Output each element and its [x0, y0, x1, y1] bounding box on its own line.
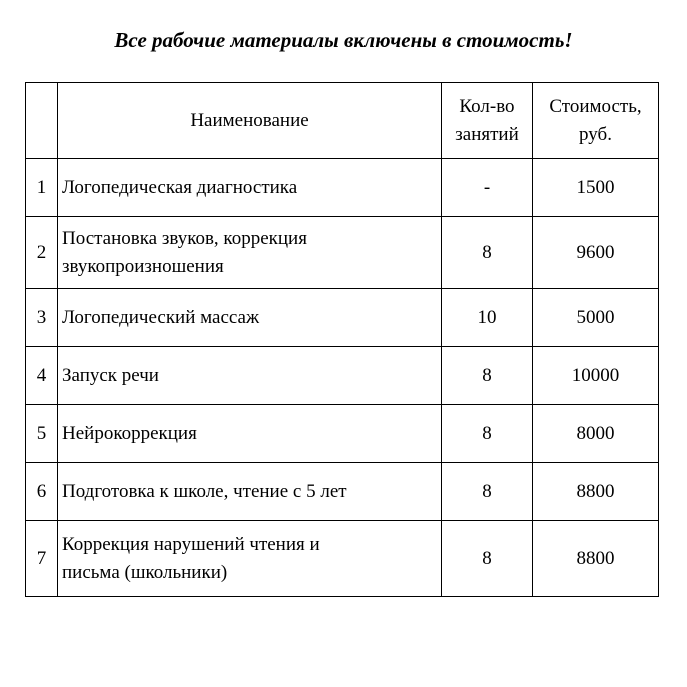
table-row	[26, 521, 659, 597]
service-name-line-2: письма (школьники)	[62, 561, 228, 583]
header-quantity-cell	[442, 83, 533, 159]
header-number-cell	[26, 83, 58, 159]
header-cost-line-2: руб.	[579, 123, 612, 145]
session-count: 8	[442, 347, 533, 405]
service-cost: 8800	[533, 521, 659, 597]
table-row	[26, 217, 659, 289]
session-count: 8	[442, 463, 533, 521]
header-cost-cell	[533, 83, 659, 159]
row-number: 7	[26, 521, 58, 597]
table-row	[26, 405, 659, 463]
table-row	[26, 347, 659, 405]
service-name	[58, 521, 442, 597]
row-number: 4	[26, 347, 58, 405]
service-name: Логопедическая диагностика	[58, 159, 442, 217]
service-cost: 1500	[533, 159, 659, 217]
table-header-row	[26, 83, 659, 159]
service-name	[58, 217, 442, 289]
row-number: 1	[26, 159, 58, 217]
table-row	[26, 463, 659, 521]
session-count: 8	[442, 405, 533, 463]
service-cost: 10000	[533, 347, 659, 405]
service-cost: 5000	[533, 289, 659, 347]
service-name-line-1: Коррекция нарушений чтения и	[62, 533, 320, 555]
row-number: 2	[26, 217, 58, 289]
service-cost: 8800	[533, 463, 659, 521]
row-number: 5	[26, 405, 58, 463]
row-number: 6	[26, 463, 58, 521]
session-count: -	[442, 159, 533, 217]
service-name-line-1: Постановка звуков, коррекция	[62, 227, 307, 249]
service-name: Нейрокоррекция	[58, 405, 442, 463]
session-count: 10	[442, 289, 533, 347]
row-number: 3	[26, 289, 58, 347]
service-name: Запуск речи	[58, 347, 442, 405]
page-title: Все рабочие материалы включены в стоимость!	[114, 28, 573, 52]
header-cost-line-1: Стоимость,	[549, 95, 642, 117]
service-name: Подготовка к школе, чтение с 5 лет	[58, 463, 442, 521]
table-row	[26, 289, 659, 347]
service-name: Логопедический массаж	[58, 289, 442, 347]
header-quantity-line-2: занятий	[455, 123, 519, 145]
service-cost: 8000	[533, 405, 659, 463]
session-count: 8	[442, 217, 533, 289]
price-table	[25, 82, 659, 597]
table-row	[26, 159, 659, 217]
service-cost: 9600	[533, 217, 659, 289]
session-count: 8	[442, 521, 533, 597]
service-name-line-2: звукопроизношения	[62, 255, 224, 277]
header-name-cell: Наименование	[58, 83, 442, 159]
header-quantity-line-1: Кол-во	[459, 95, 515, 117]
